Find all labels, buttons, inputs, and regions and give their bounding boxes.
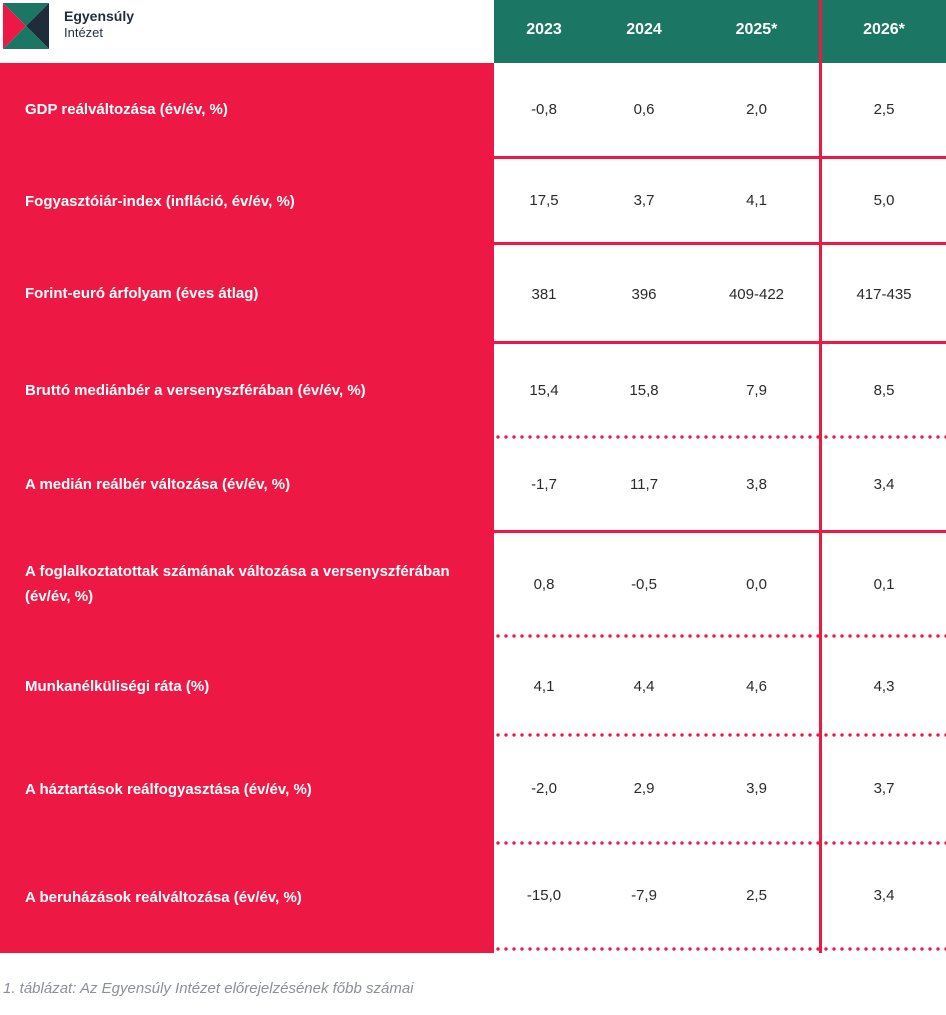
table-cell: 4,4	[633, 678, 655, 695]
row-label-household-consumption: A háztartások reálfogyasztása (év/év, %)	[25, 780, 312, 798]
row-divider-dotted	[494, 435, 946, 439]
row-divider-dotted	[494, 841, 946, 845]
row-divider-dotted	[494, 733, 946, 737]
table-cell: -15,0	[526, 887, 562, 904]
logo-subtitle: Intézet	[64, 25, 104, 40]
table-cell: 7,9	[746, 382, 767, 399]
table-cell: 381	[531, 286, 557, 303]
table-cell: 2,9	[633, 780, 655, 797]
table-cell: 0,8	[533, 576, 555, 593]
table-cell: 0,1	[873, 576, 895, 593]
table-cell: 5,0	[873, 192, 895, 209]
row-label-real-wage: A medián reálbér változása (év/év, %)	[25, 475, 291, 493]
row-label-median-wage: Bruttó mediánbér a versenyszférában (év/év, %)	[25, 381, 366, 399]
table-cell: 4,6	[746, 678, 767, 695]
row-label-employment: A foglalkoztatottak számának változása a versenyszférában (év/év, %)	[25, 563, 450, 605]
table-cell: 3,4	[873, 476, 895, 493]
row-divider-dotted	[494, 634, 946, 638]
table-cell: 2,5	[746, 887, 767, 904]
year-header-2025: 2025*	[735, 21, 778, 38]
table-cell: -0,8	[531, 101, 557, 118]
table-cell: 417-435	[856, 286, 912, 303]
row-divider	[494, 242, 946, 245]
table-cell: 3,4	[873, 887, 895, 904]
table-cell: -0,5	[631, 576, 657, 593]
table-cell: 0,6	[633, 101, 655, 118]
row-divider	[494, 341, 946, 344]
logo-name: Egyensúly	[64, 8, 135, 24]
table-cell: 3,7	[873, 780, 895, 797]
year-header-2023: 2023	[526, 21, 562, 38]
table-cell: 17,5	[529, 192, 559, 209]
table-cell: 15,8	[629, 382, 659, 399]
table-cell: 3,7	[633, 192, 655, 209]
year-header-2024: 2024	[626, 21, 662, 38]
table-cell: -1,7	[531, 476, 557, 493]
logo	[0, 0, 494, 63]
table-cell: 409-422	[728, 286, 785, 303]
row-label-gdp: GDP reálváltozása (év/év, %)	[25, 101, 228, 118]
table-cell: 396	[631, 286, 657, 303]
row-divider	[494, 530, 946, 533]
table-caption: 1. táblázat: Az Egyensúly Intézet előrejelzésének főbb számai	[3, 980, 414, 997]
table-cell: 2,0	[746, 101, 767, 118]
table-cell: 0,0	[746, 576, 767, 593]
table-cell: 3,8	[746, 476, 767, 493]
row-label-exchange-rate: Forint-euró árfolyam (éves átlag)	[25, 285, 259, 302]
table-cell: 8,5	[873, 382, 895, 399]
row-divider	[494, 156, 946, 159]
row-label-unemployment: Munkanélküliségi ráta (%)	[25, 677, 210, 695]
table-cell: 3,9	[746, 780, 767, 797]
table-cell: -7,9	[631, 887, 657, 904]
table-cell: 15,4	[529, 382, 559, 399]
row-label-investment: A beruházások reálváltozása (év/év, %)	[25, 888, 302, 906]
row-label-inflation: Fogyasztóiár-index (infláció, év/év, %)	[25, 192, 295, 210]
forecast-column-divider	[819, 0, 822, 953]
row-divider-dotted	[494, 947, 946, 951]
table-cell: 2,5	[873, 101, 895, 118]
table-cell: 4,1	[746, 192, 767, 209]
table-cell: 11,7	[629, 476, 659, 493]
year-header-2026: 2026*	[863, 21, 905, 38]
table-cell: 4,1	[533, 678, 555, 695]
table-cell: 4,3	[873, 678, 895, 695]
logo-mark-icon	[3, 3, 49, 49]
table-cell: -2,0	[531, 780, 557, 797]
